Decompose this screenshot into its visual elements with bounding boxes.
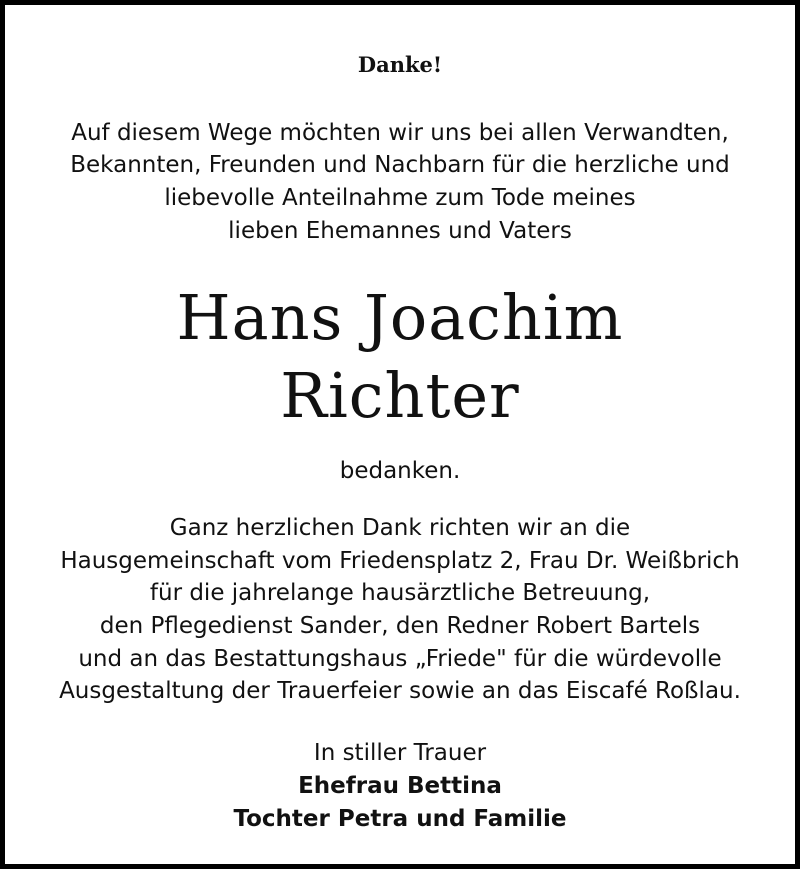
closing-verb: bedanken. (339, 458, 461, 484)
thanks-line-3: für die jahrelange hausärztliche Betreuung, (149, 580, 651, 606)
notice-heading: Danke! (357, 52, 443, 77)
thanks-line-1: Ganz herzlichen Dank richten wir an die (169, 515, 631, 541)
thanks-line-6: Ausgestaltung der Trauerfeier sowie an das Eiscafé Roßlau. (59, 678, 741, 704)
intro-line-1: Auf diesem Wege möchten wir uns bei allen Verwandten, (71, 120, 729, 146)
intro-line-2: Bekannten, Freunden und Nachbarn für die herzliche und (70, 152, 730, 178)
deceased-name-line-1: Hans Joachim (176, 281, 624, 354)
signature-name-2: Tochter Petra und Familie (233, 806, 567, 832)
thanks-line-2: Hausgemeinschaft vom Friedensplatz 2, Frau Dr. Weißbrich (60, 548, 740, 574)
deceased-name-line-2: Richter (280, 359, 520, 432)
thanks-line-5: und an das Bestattungshaus „Friede" für die würdevolle (78, 646, 722, 672)
intro-line-4: lieben Ehemannes und Vaters (228, 218, 572, 244)
intro-line-3: liebevolle Anteilnahme zum Tode meines (164, 185, 636, 211)
signature-name-1: Ehefrau Bettina (298, 773, 502, 799)
signature-intro: In stiller Trauer (313, 740, 487, 766)
thanks-line-4: den Pflegedienst Sander, den Redner Robert Bartels (99, 613, 701, 639)
